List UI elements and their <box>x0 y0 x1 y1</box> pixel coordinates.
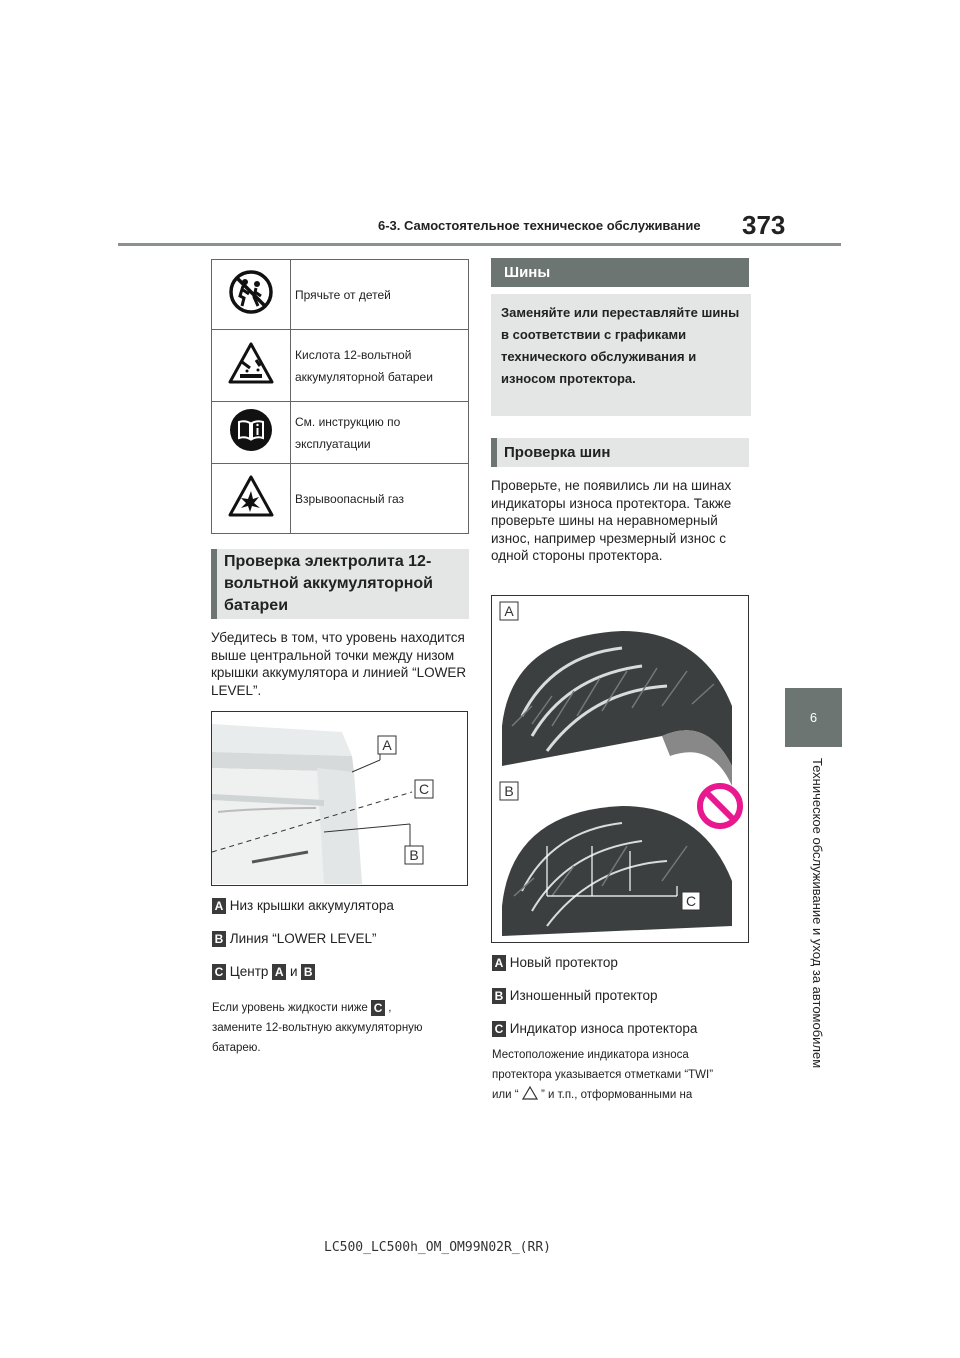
table-row <box>212 330 469 402</box>
figure-label-b: B <box>409 847 419 863</box>
legend-item <box>492 988 658 1004</box>
legend-badge: C <box>212 964 226 980</box>
battery-illustration <box>212 712 466 884</box>
legend-text: Изношенный протектор <box>509 988 658 1003</box>
document-code: LC500_LC500h_OM_OM99N02R_(RR) <box>324 1240 551 1255</box>
figure-label-c: C <box>685 893 697 909</box>
figure-label-a: A <box>382 737 392 753</box>
tire-check-heading: Проверка шин <box>491 438 749 467</box>
legend-badge: C <box>492 1021 506 1037</box>
table-row <box>212 402 469 464</box>
symbol-label: Кислота 12-вольтной аккумуляторной батареи <box>291 330 469 402</box>
table-row <box>212 464 469 534</box>
legend-badge: B <box>212 931 226 947</box>
note-text: протектора указывается отметками “TWI” <box>492 1069 714 1081</box>
symbol-label: См. инструкцию по эксплуатации <box>291 402 469 464</box>
tires-heading: Шины <box>491 258 749 287</box>
legend-text: Индикатор износа протектора <box>509 1021 698 1036</box>
legend-item <box>212 898 394 914</box>
tire-illustration <box>492 596 747 941</box>
note-text: или “ <box>492 1089 519 1101</box>
legend-badge: B <box>301 964 315 980</box>
battery-note <box>212 998 474 1058</box>
page-number: 373 <box>742 210 786 240</box>
acid-warning-icon <box>212 330 291 402</box>
battery-symbols-table <box>211 259 469 534</box>
tire-check-text: Проверьте, не появились ли на шинах индикаторы износа протектора. Также проверьте шины на неравномерный износ, например чрезмерный износ с одной стороны протектора. <box>491 478 732 563</box>
legend-text: и <box>289 964 298 979</box>
legend-text: Центр <box>229 964 269 979</box>
explosive-gas-icon <box>212 464 291 534</box>
note-text: , <box>388 1002 392 1014</box>
chapter-tab: 6 <box>785 688 842 747</box>
symbol-label: Прячьте от детей <box>291 260 469 330</box>
legend-item-center <box>212 964 315 980</box>
battery-electrolyte-heading: Проверка электролита 12-вольтной аккумуляторной батареи <box>211 549 469 619</box>
legend-badge: A <box>272 964 286 980</box>
tire-tread-figure <box>491 595 749 943</box>
battery-level-figure <box>211 711 468 886</box>
legend-item <box>492 955 618 971</box>
legend-badge: A <box>492 955 506 971</box>
note-line-3 <box>492 1085 754 1105</box>
note-text: Если уровень жидкости ниже <box>212 1002 368 1014</box>
figure-label-a: A <box>504 603 514 619</box>
manual-book-icon <box>212 402 291 464</box>
table-row <box>212 260 469 330</box>
legend-item <box>212 931 377 947</box>
legend-text: Новый протектор <box>509 955 618 970</box>
legend-text: Низ крышки аккумулятора <box>229 898 394 913</box>
note-text: Местоположение индикатора износа <box>492 1049 689 1061</box>
symbol-label: Взрывоопасный газ <box>291 464 469 534</box>
note-text: ” и т.п., отформованными на <box>541 1089 693 1101</box>
triangle-mark-icon <box>522 1086 538 1100</box>
header-divider <box>118 243 841 246</box>
note-text: замените 12-вольтную аккумуляторную батарею. <box>212 1022 423 1054</box>
battery-instructions: Убедитесь в том, что уровень находится выше центральной точки между низом крышки аккумулятора и линией “LOWER LEVEL”. <box>211 630 467 698</box>
section-title: 6-3. Самостоятельное техническое обслуживание <box>378 218 701 233</box>
legend-badge: C <box>371 1000 385 1016</box>
tire-note <box>492 1045 754 1105</box>
figure-label-c: C <box>418 781 430 797</box>
no-children-icon <box>212 260 291 330</box>
figure-label-b: B <box>504 783 514 799</box>
tires-summary-box: Заменяйте или переставляйте шины в соответствии с графиками технического обслуживания и износом протектора. <box>491 294 751 416</box>
legend-badge: A <box>212 898 226 914</box>
legend-text: Линия “LOWER LEVEL” <box>229 931 377 946</box>
legend-badge: B <box>492 988 506 1004</box>
chapter-side-title: Техническое обслуживание и уход за автомобилем <box>810 758 825 1069</box>
legend-item <box>492 1021 697 1037</box>
